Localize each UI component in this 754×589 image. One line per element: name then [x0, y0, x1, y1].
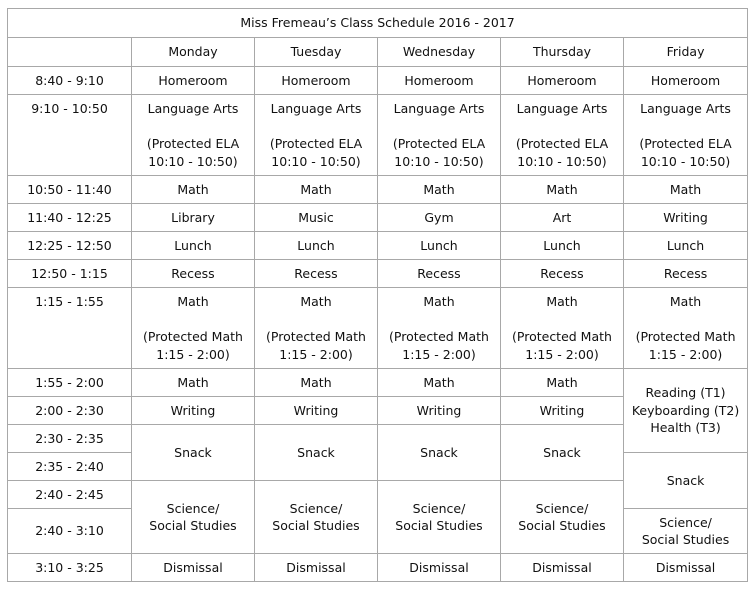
class-cell: Writing: [378, 397, 501, 425]
class-cell: Gym: [378, 204, 501, 232]
class-cell: Dismissal: [624, 554, 748, 582]
schedule-row: [8, 67, 748, 95]
class-cell: Homeroom: [624, 67, 748, 95]
time-slot: 2:00 - 2:30: [8, 397, 132, 425]
class-cell: Language Arts (Protected ELA 10:10 - 10:50): [501, 95, 624, 176]
class-cell: Math: [132, 369, 255, 397]
schedule-row: [8, 288, 748, 369]
class-cell: Math (Protected Math 1:15 - 2:00): [624, 288, 748, 369]
class-cell: Math (Protected Math 1:15 - 2:00): [132, 288, 255, 369]
class-cell: Math: [255, 176, 378, 204]
class-cell: Homeroom: [501, 67, 624, 95]
class-cell: Snack: [255, 425, 378, 481]
time-slot: 9:10 - 10:50: [8, 95, 132, 176]
time-slot: 11:40 - 12:25: [8, 204, 132, 232]
class-cell: Lunch: [132, 232, 255, 260]
class-cell: Science/ Social Studies: [501, 481, 624, 554]
class-cell: Language Arts (Protected ELA 10:10 - 10:50): [255, 95, 378, 176]
class-cell: Math: [501, 176, 624, 204]
day-header: Friday: [624, 38, 748, 67]
schedule-row: [8, 554, 748, 582]
class-cell: Lunch: [501, 232, 624, 260]
time-slot: 8:40 - 9:10: [8, 67, 132, 95]
class-cell: Homeroom: [255, 67, 378, 95]
class-cell: Math: [132, 176, 255, 204]
time-slot: 3:10 - 3:25: [8, 554, 132, 582]
time-slot: 12:50 - 1:15: [8, 260, 132, 288]
time-slot: 2:40 - 2:45: [8, 481, 132, 509]
time-slot: 2:30 - 2:35: [8, 425, 132, 453]
class-cell: Snack: [378, 425, 501, 481]
class-cell: Homeroom: [378, 67, 501, 95]
class-schedule-table: [7, 8, 748, 582]
schedule-row: [8, 176, 748, 204]
class-cell: Math (Protected Math 1:15 - 2:00): [255, 288, 378, 369]
schedule-row: [8, 232, 748, 260]
class-cell: Snack: [132, 425, 255, 481]
class-cell: Math: [501, 369, 624, 397]
time-header: [8, 38, 132, 67]
class-cell: Reading (T1) Keyboarding (T2) Health (T3): [624, 369, 748, 453]
day-header: Tuesday: [255, 38, 378, 67]
class-cell: Language Arts (Protected ELA 10:10 - 10:50): [132, 95, 255, 176]
class-cell: Library: [132, 204, 255, 232]
class-cell: Dismissal: [378, 554, 501, 582]
header-row: [8, 38, 748, 67]
class-cell: Math: [624, 176, 748, 204]
class-cell: Recess: [501, 260, 624, 288]
class-cell: Art: [501, 204, 624, 232]
time-slot: 2:35 - 2:40: [8, 453, 132, 481]
time-slot: 2:40 - 3:10: [8, 509, 132, 554]
class-cell: Dismissal: [501, 554, 624, 582]
class-cell: Music: [255, 204, 378, 232]
class-cell: Math (Protected Math 1:15 - 2:00): [378, 288, 501, 369]
schedule-title: Miss Fremeau’s Class Schedule 2016 - 2017: [8, 9, 748, 38]
schedule-row: [8, 369, 748, 397]
title-row: [8, 9, 748, 38]
class-cell: Science/ Social Studies: [378, 481, 501, 554]
class-cell: Snack: [624, 453, 748, 509]
class-cell: Recess: [624, 260, 748, 288]
class-cell: Math: [378, 176, 501, 204]
class-cell: Science/ Social Studies: [624, 509, 748, 554]
class-cell: Snack: [501, 425, 624, 481]
class-cell: Science/ Social Studies: [132, 481, 255, 554]
class-cell: Lunch: [255, 232, 378, 260]
class-cell: Math: [255, 369, 378, 397]
class-cell: Lunch: [624, 232, 748, 260]
class-cell: Recess: [132, 260, 255, 288]
day-header: Monday: [132, 38, 255, 67]
class-cell: Dismissal: [132, 554, 255, 582]
day-header: Thursday: [501, 38, 624, 67]
class-cell: Writing: [255, 397, 378, 425]
time-slot: 10:50 - 11:40: [8, 176, 132, 204]
schedule-row: [8, 204, 748, 232]
class-cell: Math (Protected Math 1:15 - 2:00): [501, 288, 624, 369]
class-cell: Language Arts (Protected ELA 10:10 - 10:50): [624, 95, 748, 176]
class-cell: Homeroom: [132, 67, 255, 95]
class-cell: Lunch: [378, 232, 501, 260]
time-slot: 1:15 - 1:55: [8, 288, 132, 369]
schedule-row: [8, 95, 748, 176]
class-cell: Recess: [378, 260, 501, 288]
time-slot: 12:25 - 12:50: [8, 232, 132, 260]
time-slot: 1:55 - 2:00: [8, 369, 132, 397]
schedule-row: [8, 260, 748, 288]
class-cell: Writing: [132, 397, 255, 425]
class-cell: Math: [378, 369, 501, 397]
day-header: Wednesday: [378, 38, 501, 67]
class-cell: Writing: [501, 397, 624, 425]
class-cell: Science/ Social Studies: [255, 481, 378, 554]
class-cell: Dismissal: [255, 554, 378, 582]
class-cell: Writing: [624, 204, 748, 232]
class-cell: Recess: [255, 260, 378, 288]
class-cell: Language Arts (Protected ELA 10:10 - 10:50): [378, 95, 501, 176]
